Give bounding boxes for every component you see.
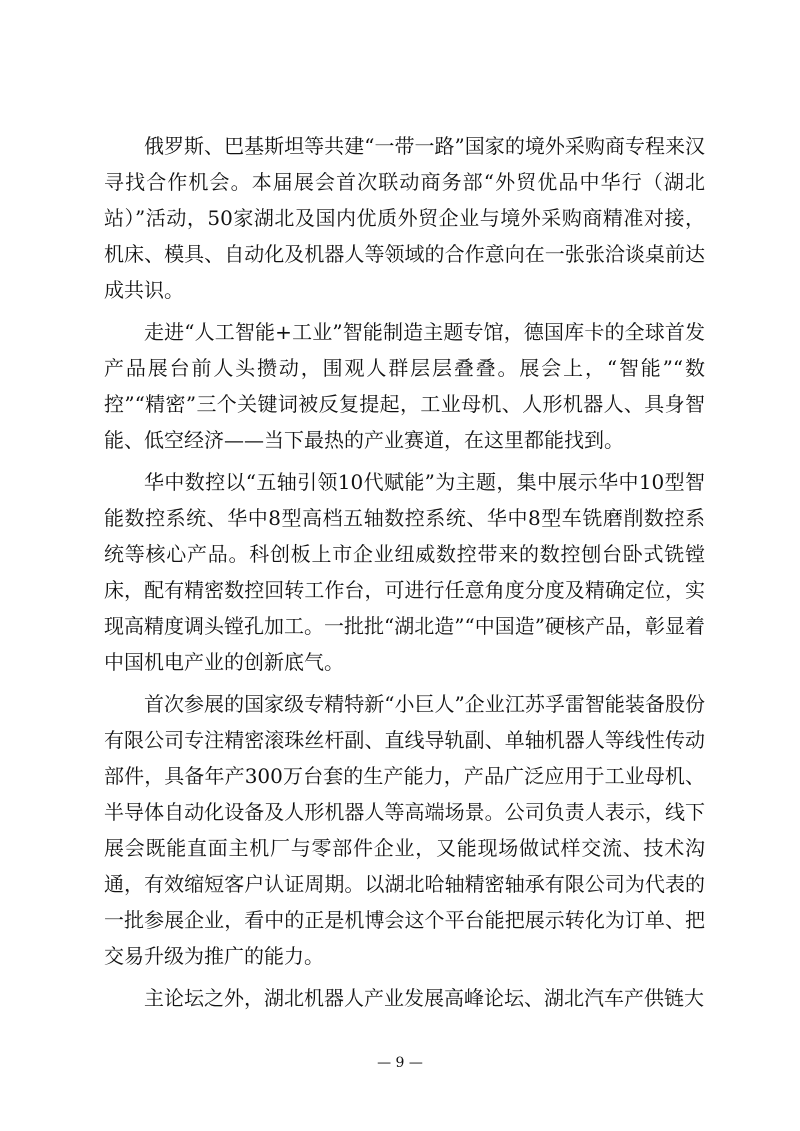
paragraph: 俄罗斯、巴基斯坦等共建“一带一路”国家的境外采购商专程来汉寻找合作机会。本届展会首次联动商务部“外贸优品中华行（湖北站）”活动，50家湖北及国内优质外贸企业与境外采购商精准对接，机床、模具、自动化及机器人等领域的合作意向在一张张洽谈桌前达成共识。 bbox=[104, 134, 705, 302]
paragraph: 华中数控以“五轴引领10代赋能”为主题，集中展示华中10型智能数控系统、华中8型高档五轴数控系统、华中8型车铣磨削数控系统等核心产品。科创板上市企业纽威数控带来的数控刨台卧式铣镗床，配有精密数控回转工作台，可进行任意角度分度及精确定位，实现高精度调头镗孔加工。一批批“湖北造”“中国造”硬核产品，彰显着中国机电产业的创新底气。 bbox=[104, 470, 705, 674]
paragraph: 主论坛之外，湖北机器人产业发展高峰论坛、湖北汽车产供链大 bbox=[144, 986, 704, 1010]
document-body bbox=[104, 128, 705, 1022]
page-number: — 9 — bbox=[377, 1055, 423, 1071]
paragraph: 走进“人工智能+工业”智能制造主题专馆，德国库卡的全球首发产品展台前人头攒动，围观人群层层叠叠。展会上，“智能”“数控”“精密”三个关键词被反复提起，工业母机、人形机器人、具身智能、低空经济——当下最热的产业赛道，在这里都能找到。 bbox=[104, 320, 705, 452]
paragraph: 首次参展的国家级专精特新“小巨人”企业江苏孚雷智能装备股份有限公司专注精密滚珠丝杆副、直线导轨副、单轴机器人等线性传动部件，具备年产300万台套的生产能力，产品广泛应用于工业母机、半导体自动化设备及人形机器人等高端场景。公司负责人表示，线下展会既能直面主机厂与零部件企业，又能现场做试样交流、技术沟通，有效缩短客户认证周期。以湖北哈轴精密轴承有限公司为代表的一批参展企业，看中的正是机博会这个平台能把展示转化为订单、把交易升级为推广的能力。 bbox=[104, 692, 705, 968]
